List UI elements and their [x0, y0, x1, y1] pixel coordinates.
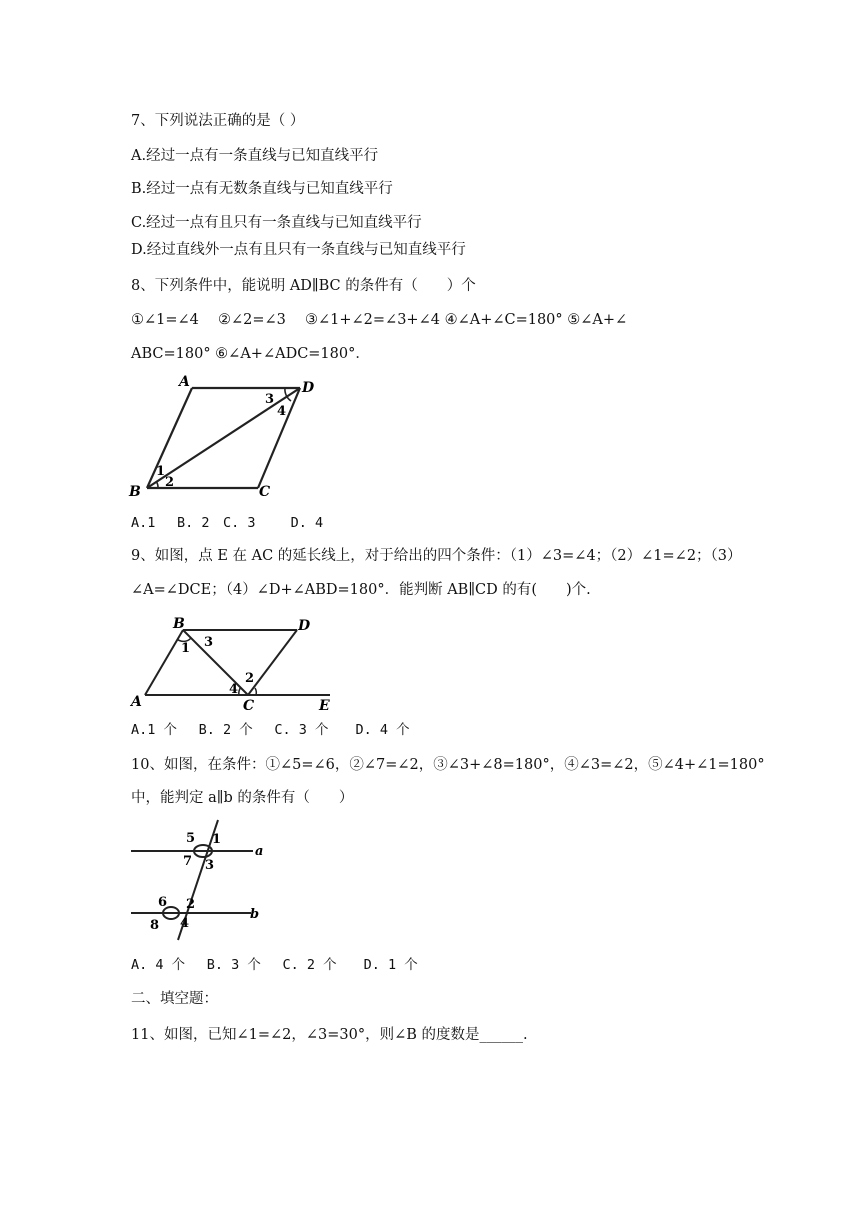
q9-label-b: B — [173, 616, 185, 632]
q10-angle-5: 5 — [186, 831, 196, 846]
q8-label-b: B — [129, 484, 141, 500]
q9-label-a: A — [131, 694, 142, 710]
q8-conditions-line1: ①∠1=∠4 ②∠2=∠3 ③∠1+∠2=∠3+∠4 ④∠A+∠C=180° ⑤∠A+∠ — [131, 312, 628, 328]
q9-angle-3: 3 — [204, 635, 214, 650]
q9-options: A.1 个 B. 2 个 C. 3 个 D. 4 个 — [131, 722, 410, 738]
q10-angle-8: 8 — [150, 918, 160, 933]
q7-option-d: D.经过直线外一点有且只有一条直线与已知直线平行 — [131, 242, 466, 258]
q7-stem: 7、下列说法正确的是（ ） — [131, 113, 305, 129]
q10-figure — [125, 815, 275, 945]
q7-option-b: B.经过一点有无数条直线与已知直线平行 — [131, 181, 393, 197]
q9-figure — [125, 612, 345, 712]
q10-label-b: b — [250, 907, 260, 922]
q9-label-d: D — [298, 618, 311, 634]
q9-angle-2: 2 — [245, 671, 255, 686]
q8-angle-3: 3 — [265, 392, 275, 407]
q9-angle-1: 1 — [181, 641, 191, 656]
q9-angle-4: 4 — [229, 682, 239, 697]
q10-stem-line2: 中，能判定 a∥b 的条件有（ ） — [131, 790, 354, 806]
q10-angle-2: 2 — [186, 897, 196, 912]
q8-angle-2: 2 — [165, 475, 175, 490]
q9-label-e: E — [319, 698, 330, 714]
q8-label-a: A — [179, 374, 190, 390]
q10-angle-6: 6 — [158, 895, 168, 910]
q8-angle-1: 1 — [156, 464, 166, 479]
q10-angle-7: 7 — [183, 854, 193, 869]
q8-options: A.1 B. 2 C. 3 D. 4 — [131, 515, 324, 531]
q7-option-a: A.经过一点有一条直线与已知直线平行 — [131, 148, 379, 164]
q8-stem: 8、下列条件中，能说明 AD∥BC 的条件有（ ）个 — [131, 278, 476, 294]
q8-conditions-line2: ABC=180° ⑥∠A+∠ADC=180°． — [131, 346, 370, 362]
section-title-fill-in: 二、填空题： — [131, 991, 218, 1007]
q10-options: A. 4 个 B. 3 个 C. 2 个 D. 1 个 — [131, 957, 418, 973]
q8-label-c: C — [259, 484, 271, 500]
q8-label-d: D — [302, 380, 315, 396]
q10-angle-1: 1 — [212, 832, 222, 847]
q8-angle-4: 4 — [277, 404, 287, 419]
q7-option-c: C.经过一点有且只有一条直线与已知直线平行 — [131, 215, 422, 231]
q9-stem-line1: 9、如图，点 E 在 AC 的延长线上，对于给出的四个条件：（1）∠3=∠4；（2）∠1=∠2；（3） — [131, 548, 742, 564]
q10-angle-4: 4 — [180, 916, 190, 931]
q8-figure — [125, 374, 315, 500]
q9-stem-line2: ∠A=∠DCE；（4）∠D+∠ABD=180°．能判断 AB∥CD 的有( )个. — [131, 582, 591, 598]
q11-stem: 11、如图，已知∠1=∠2，∠3=30°，则∠B 的度数是______. — [131, 1027, 528, 1043]
q10-angle-3: 3 — [205, 858, 215, 873]
q10-label-a: a — [255, 844, 264, 859]
q9-label-c: C — [243, 698, 255, 714]
q10-stem-line1: 10、如图，在条件：①∠5=∠6，②∠7=∠2，③∠3+∠8=180°，④∠3=∠2，⑤∠4+∠1=180° — [131, 757, 765, 773]
